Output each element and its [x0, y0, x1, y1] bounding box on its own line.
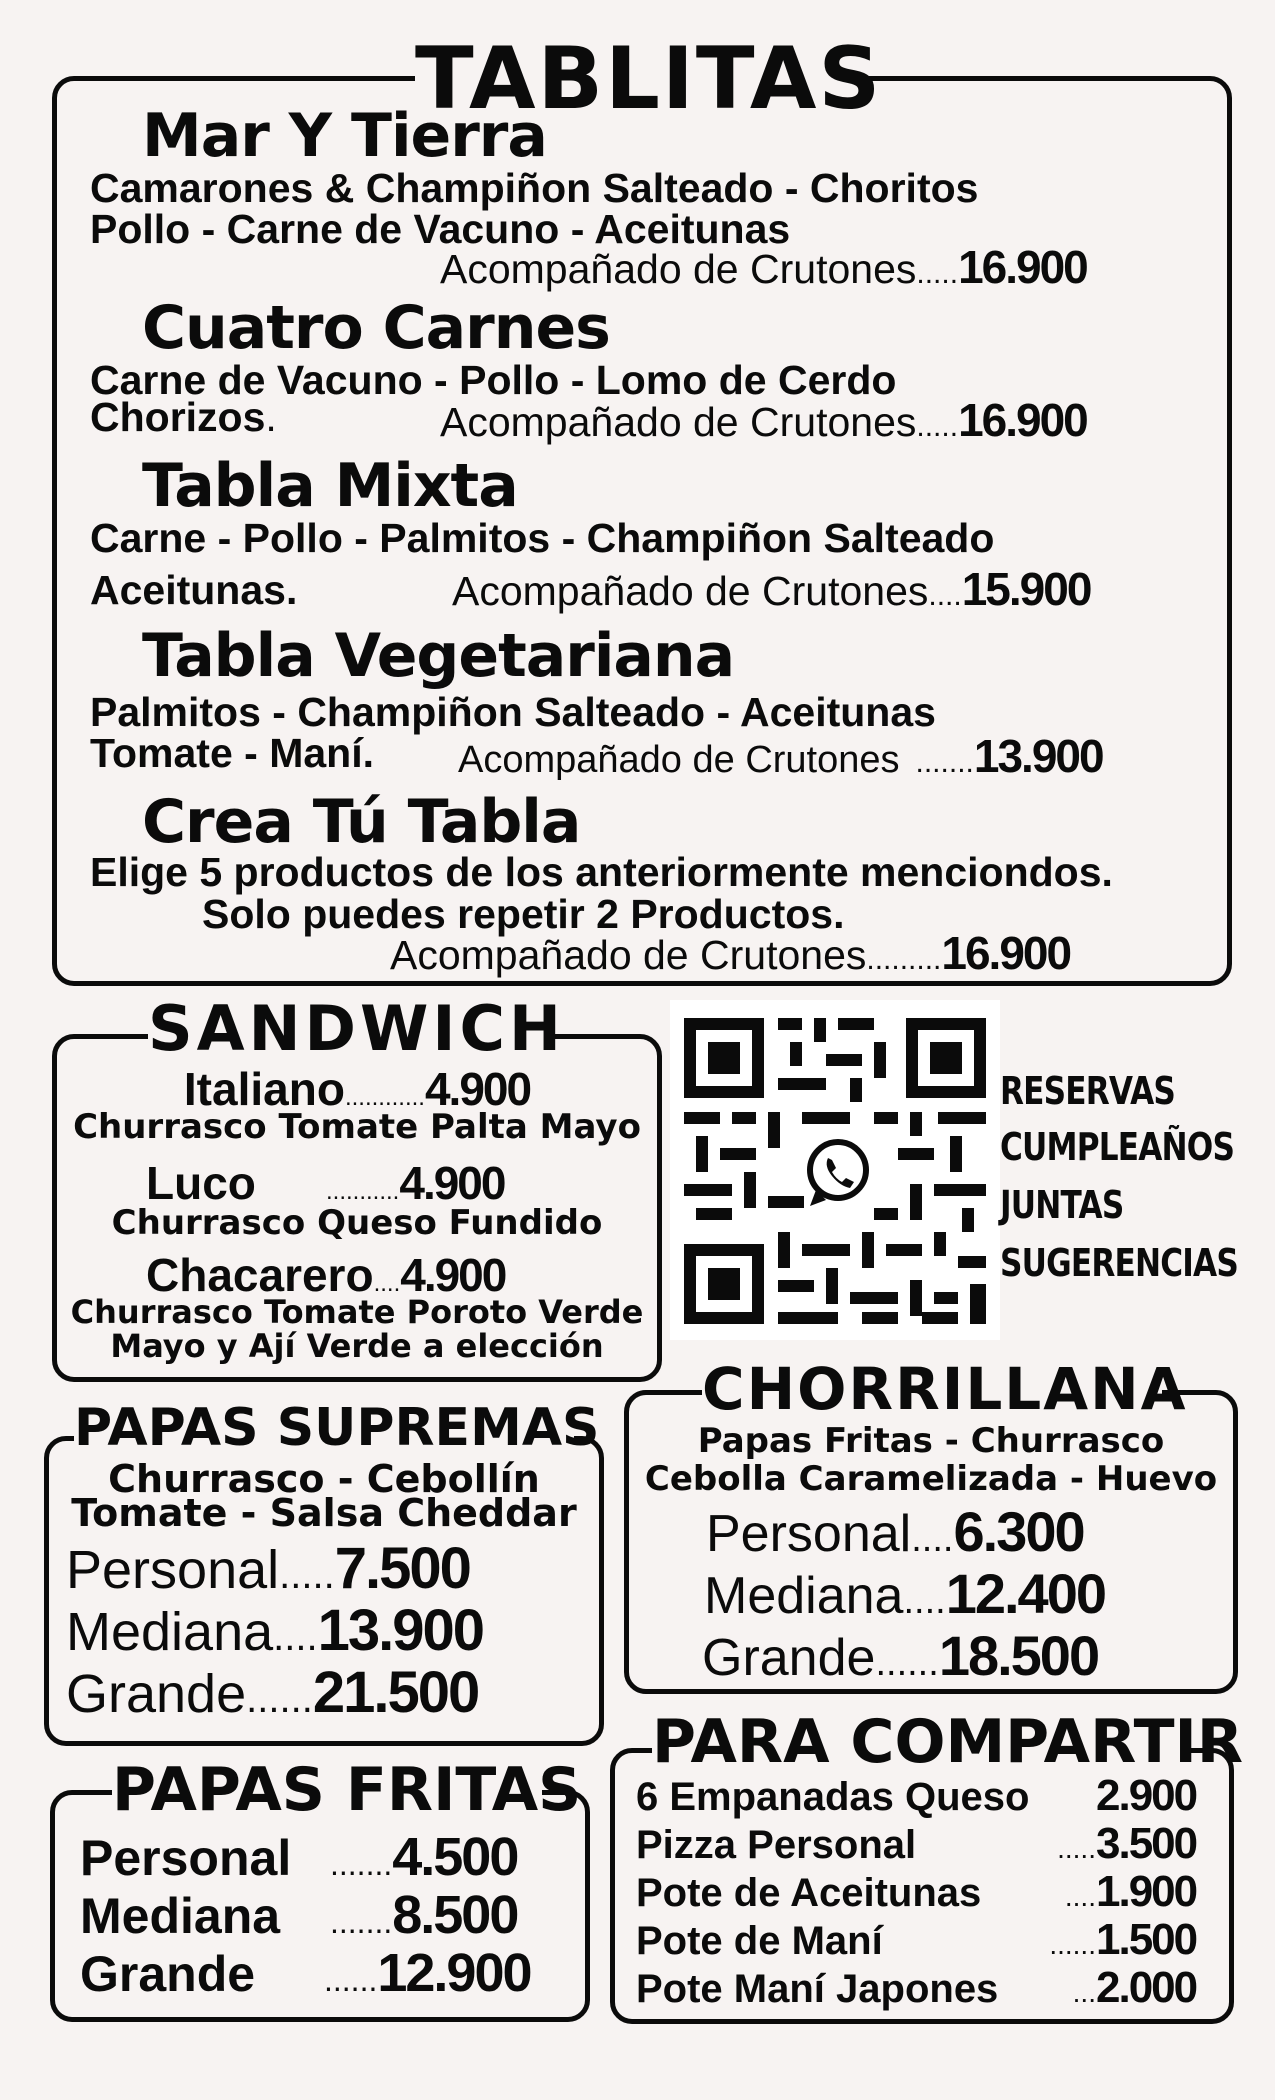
chorrillana-title: CHORRILLANA	[702, 1355, 1188, 1423]
price: 6.300	[953, 1500, 1084, 1563]
item-title-cuatro-carnes: Cuatro Carnes	[142, 293, 610, 363]
sandwich-item-italiano	[0, 1063, 714, 1115]
leader-dots: .......	[915, 746, 974, 779]
papas-fritas-title: PAPAS FRITAS	[112, 1755, 582, 1825]
item-desc: Palmitos - Champiñon Salteado - Aceitunas	[90, 689, 936, 735]
sandwich-title: SANDWICH	[148, 992, 565, 1065]
leader-dots: ......	[324, 1962, 378, 1998]
price: 3.500	[1096, 1819, 1197, 1868]
price: 18.500	[938, 1624, 1099, 1687]
share-item-name: Pote Maní Japones	[636, 1967, 999, 2011]
leader-dots: .....	[279, 1553, 335, 1597]
size-name: Personal	[80, 1830, 292, 1886]
leader-dots: ....	[273, 1615, 318, 1659]
leader-dots: ....	[1064, 1881, 1096, 1912]
sandwich-desc: Churrasco Queso Fundido	[111, 1203, 603, 1243]
item-desc-period: .	[265, 394, 277, 440]
size-name: Grande	[80, 1946, 256, 2002]
qr-code-icon	[670, 1000, 1000, 1340]
item-desc: Camarones & Champiñon Salteado - Choritos	[90, 165, 979, 211]
price: 4.900	[399, 1157, 505, 1209]
price: 12.400	[945, 1562, 1105, 1625]
contact-label-juntas: JUNTAS	[1000, 1183, 1124, 1227]
item-desc: Carne - Pollo - Palmitos - Champiñon Salteado	[90, 515, 995, 561]
chorrillana-personal	[706, 1500, 1084, 1563]
leader-dots: .....	[1057, 1833, 1096, 1864]
item-desc: Tomate - Maní.	[90, 730, 374, 776]
chorrillana-grande	[702, 1624, 1099, 1687]
leader-dots: ............	[344, 1084, 425, 1111]
leader-dots: ....	[911, 1518, 954, 1560]
leader-dots: .......	[330, 1904, 393, 1940]
price: 13.900	[317, 1598, 483, 1663]
price: 2.900	[1096, 1771, 1197, 1820]
leader-dots: ....	[903, 1580, 946, 1622]
contact-label-sugerencias: SUGERENCIAS	[1000, 1241, 1238, 1285]
item-desc: Pollo - Carne de Vacuno - Aceitunas	[90, 206, 791, 252]
leader-dots: ....	[373, 1270, 401, 1297]
sandwich-desc: Mayo y Ají Verde a elección	[110, 1327, 604, 1365]
contact-label-reservas: RESERVAS	[1000, 1069, 1176, 1113]
chorrillana-desc: Cebolla Caramelizada - Huevo	[644, 1459, 1218, 1499]
leader-dots: .....	[916, 410, 959, 443]
item-desc: Elige 5 productos de los anteriormente menciondos.	[90, 849, 1113, 895]
item-price-line	[440, 241, 1087, 293]
sandwich-desc: Churrasco Tomate Poroto Verde	[70, 1293, 644, 1331]
item-price-line	[390, 927, 1071, 979]
size-name: Grande	[702, 1629, 876, 1687]
para-compartir-item	[636, 1867, 1197, 1916]
papas-fritas-mediana	[80, 1885, 518, 1945]
size-name: Mediana	[704, 1567, 904, 1625]
item-title-crea-tu-tabla: Crea Tú Tabla	[142, 787, 581, 857]
share-item-name: 6 Empanadas Queso	[636, 1775, 1030, 1819]
price: 15.900	[961, 563, 1091, 615]
accompaniment: Acompañado de Crutones	[452, 568, 929, 614]
para-compartir-item	[636, 1963, 1197, 2012]
item-desc: Solo puedes repetir 2 Productos.	[202, 891, 845, 937]
leader-dots: ......	[875, 1642, 939, 1684]
share-item-name: Pizza Personal	[636, 1823, 917, 1867]
leader-dots: ......	[246, 1677, 313, 1721]
item-title-tabla-mixta: Tabla Mixta	[142, 451, 518, 521]
leader-dots: ......	[1049, 1929, 1096, 1960]
size-name: Mediana	[66, 1602, 274, 1662]
leader-dots: .....	[916, 257, 959, 290]
share-item-name: Pote de Aceitunas	[636, 1871, 982, 1915]
papas-supremas-personal	[66, 1536, 470, 1601]
leader-dots: ...	[1072, 1977, 1096, 2008]
size-name: Mediana	[80, 1888, 281, 1944]
price: 8.500	[392, 1885, 518, 1945]
tablitas-title: TABLITAS	[415, 29, 883, 129]
item-desc: Chorizos	[90, 394, 266, 440]
papas-supremas-desc: Churrasco - Cebollín	[108, 1457, 540, 1501]
item-title-tabla-vegetariana: Tabla Vegetariana	[142, 621, 735, 691]
price: 4.900	[400, 1249, 506, 1301]
price: 16.900	[941, 927, 1071, 979]
price: 16.900	[958, 394, 1087, 446]
para-compartir-item	[636, 1819, 1197, 1868]
share-item-name: Pote de Maní	[636, 1919, 883, 1963]
papas-supremas-title: PAPAS SUPREMAS	[74, 1398, 600, 1458]
price: 4.900	[424, 1063, 531, 1115]
accompaniment: Acompañado de Crutones	[440, 399, 917, 445]
price: 7.500	[334, 1536, 470, 1601]
item-title-mar-y-tierra: Mar Y Tierra	[142, 101, 547, 171]
item-price-line	[440, 394, 1087, 446]
whatsapp-qr-code[interactable]	[670, 1000, 1000, 1340]
price: 16.900	[958, 241, 1087, 293]
price: 12.900	[377, 1943, 531, 2003]
sandwich-name: Luco	[146, 1157, 256, 1209]
papas-supremas-mediana	[66, 1598, 483, 1663]
leader-dots: ...........	[326, 1178, 400, 1205]
sandwich-name: Italiano	[183, 1063, 345, 1115]
leader-dots: ....	[928, 579, 962, 612]
sandwich-desc: Churrasco Tomate Palta Mayo	[73, 1107, 641, 1147]
price: 4.500	[392, 1827, 518, 1887]
contact-label-cumpleanos: CUMPLEAÑOS	[1000, 1125, 1235, 1169]
item-price-line	[452, 563, 1091, 615]
papas-supremas-desc: Tomate - Salsa Cheddar	[71, 1491, 577, 1535]
price: 21.500	[312, 1660, 479, 1725]
leader-dots: .........	[866, 943, 942, 976]
price: 2.000	[1096, 1963, 1197, 2012]
para-compartir-title: PARA COMPARTIR	[652, 1707, 1244, 1777]
chorrillana-desc: Papas Fritas - Churrasco	[697, 1421, 1165, 1461]
papas-fritas-grande	[80, 1943, 531, 2003]
accompaniment: Acompañado de Crutones	[390, 932, 867, 978]
papas-fritas-personal	[80, 1827, 518, 1887]
accompaniment: Acompañado de Crutones	[458, 739, 900, 781]
sandwich-item-chacarero	[146, 1249, 506, 1301]
para-compartir-item	[636, 1915, 1197, 1964]
papas-supremas-grande	[66, 1660, 479, 1725]
sandwich-name: Chacarero	[146, 1249, 374, 1301]
sandwich-item-luco	[146, 1157, 505, 1209]
price: 1.500	[1096, 1915, 1197, 1964]
leader-dots: .......	[330, 1846, 393, 1882]
chorrillana-mediana	[704, 1562, 1105, 1625]
para-compartir-item	[636, 1771, 1197, 1820]
item-desc: Aceitunas.	[90, 567, 298, 613]
size-name: Personal	[706, 1505, 912, 1563]
size-name: Personal	[66, 1540, 280, 1600]
price: 1.900	[1096, 1867, 1197, 1916]
size-name: Grande	[66, 1664, 247, 1724]
item-desc: Carne de Vacuno - Pollo - Lomo de Cerdo	[90, 357, 897, 403]
price: 13.900	[973, 730, 1103, 782]
item-price-line	[458, 730, 1103, 782]
item-desc-line	[90, 394, 277, 440]
accompaniment: Acompañado de Crutones	[440, 246, 917, 292]
